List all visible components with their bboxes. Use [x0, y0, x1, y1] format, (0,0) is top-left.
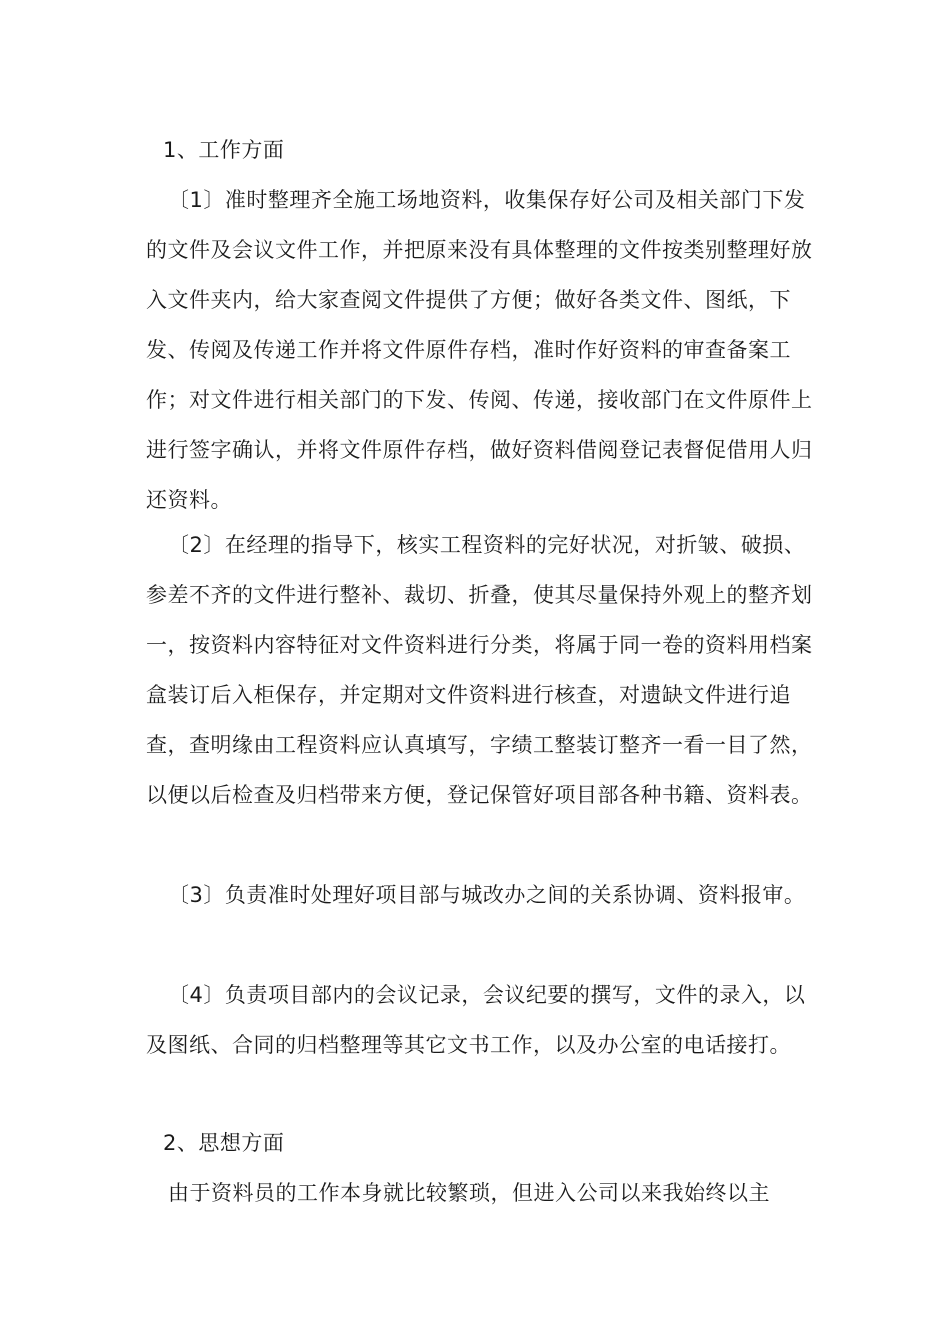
paragraph-1: 〔1〕准时整理齐全施工场地资料，收集保存好公司及相关部门下发的文件及会议文件工作，并把原来没有具体整理的文件按类别整理好放入文件夹内，给大家查阅文件提供了方便；做好各类文件、图纸，下发、传阅及传递工作并将文件原件存档，准时作好资料的审查备案工作；对文件进行相关部门的下发、传阅、传递，接收部门在文件原件上进行签字确认，并将文件原件存档，做好资料借阅登记表督促借用人归还资料。 — [146, 188, 813, 512]
paragraph-4: 〔4〕负责项目部内的会议记录，会议纪要的撰写，文件的录入，以及图纸、合同的归档整理等其它文书工作，以及办公室的电话接打。 — [146, 983, 806, 1057]
paragraph-5: 由于资料员的工作本身就比较繁琐，但进入公司以来我始终以主 — [168, 1181, 770, 1205]
section-heading-work: 1、工作方面 — [163, 138, 285, 162]
paragraph-3: 〔3〕负责准时处理好项目部与城改办之间的关系协调、资料报审。 — [168, 883, 806, 907]
section-heading-thought: 2、思想方面 — [163, 1131, 285, 1155]
paragraph-2: 〔2〕在经理的指导下，核实工程资料的完好状况，对折皱、破损、参差不齐的文件进行整补、裁切、折叠，使其尽量保持外观上的整齐划一，按资料内容特征对文件资料进行分类，将属于同一卷的资料用档案盒装订后入柜保存，并定期对文件资料进行核查，对遗缺文件进行追查，查明缘由工程资料应认真填写，字绩工整装订整齐一看一目了然，以便以后检查及归档带来方便，登记保管好项目部各种书籍、资料表。 — [146, 533, 813, 807]
